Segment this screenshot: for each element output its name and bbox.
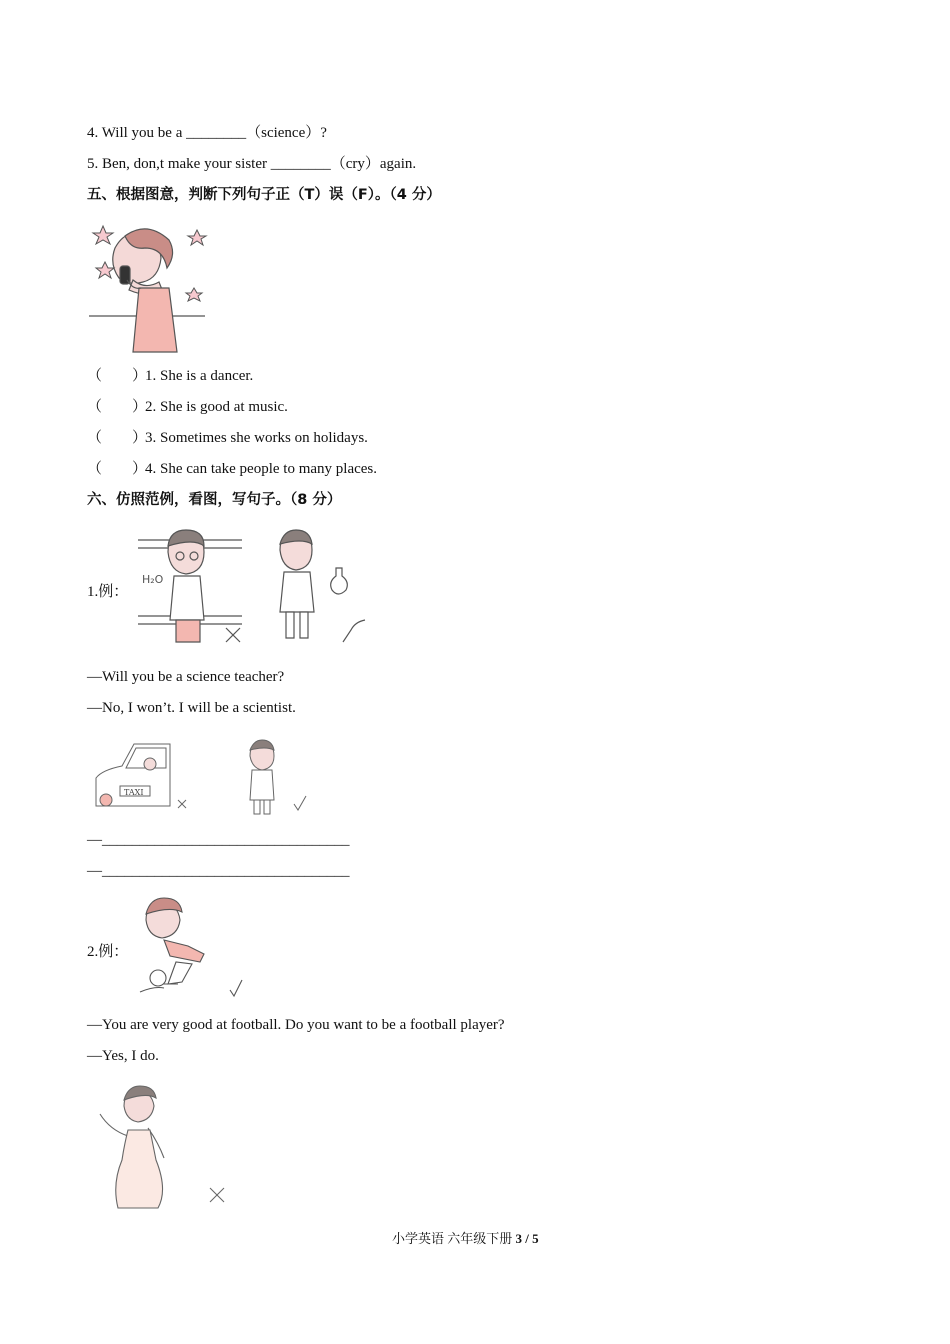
question-5 [87,152,416,173]
tf-item-3 [87,426,368,447]
teacher-scientist-illustration [136,528,376,653]
page-number: 3 / 5 [515,1231,539,1246]
singer-illustration [87,220,217,357]
page-footer [392,1228,539,1247]
example-1-answer: —No, I won’t. I will be a scientist. [87,700,296,716]
section-6-title: 六、仿照范例，看图，写句子。（8 分） [87,492,342,508]
tf-item-4 [87,457,377,478]
tf-item-text: 2. She is good at music. [145,399,288,415]
question-4-text: 4. Will you be a [87,125,187,141]
tf-item-text: 1. She is a dancer. [145,368,254,384]
tf-item-1 [87,364,253,385]
question-5-text: 5. Ben, don,t make your sister [87,156,271,172]
footer-text: 小学英语 六年级下册 [392,1231,516,1246]
example-2-label: 2.例： [87,944,129,960]
answer-paren-1[interactable]: （ ） [87,368,148,384]
tf-item-2 [87,395,288,416]
answer-paren-2[interactable]: （ ） [87,399,148,415]
answer-line-1[interactable]: —_________________________________ [87,832,350,848]
answer-paren-3[interactable]: （ ） [87,430,148,446]
tf-item-text: 3. Sometimes she works on holidays. [145,430,368,446]
answer-paren-4[interactable]: （ ） [87,461,148,477]
taxi-sign: TAXI [124,788,144,797]
answer-blank-4[interactable]: ________ [186,125,247,141]
football-player-illustration [130,896,260,1005]
answer-line-2[interactable]: —_________________________________ [87,863,350,879]
question-4-hint: （science）? [246,125,327,141]
question-4 [87,121,327,142]
example-2-question: —You are very good at football. Do you want to be a football player? [87,1017,505,1033]
example-2-answer: —Yes, I do. [87,1048,159,1064]
example-1-question: —Will you be a science teacher? [87,669,285,685]
tf-item-text: 4. She can take people to many places. [145,461,378,477]
section-5-title: 五、根据图意，判断下列句子正（T）误（F）。（4 分） [87,187,441,203]
water-label: H₂O [142,573,164,586]
answer-blank-5[interactable]: ________ [270,156,331,172]
dancer-illustration [92,1084,242,1219]
example-1-label: 1.例： [87,584,129,600]
question-5-hint: （cry）again. [330,156,417,172]
taxi-scientist-illustration [92,738,322,823]
